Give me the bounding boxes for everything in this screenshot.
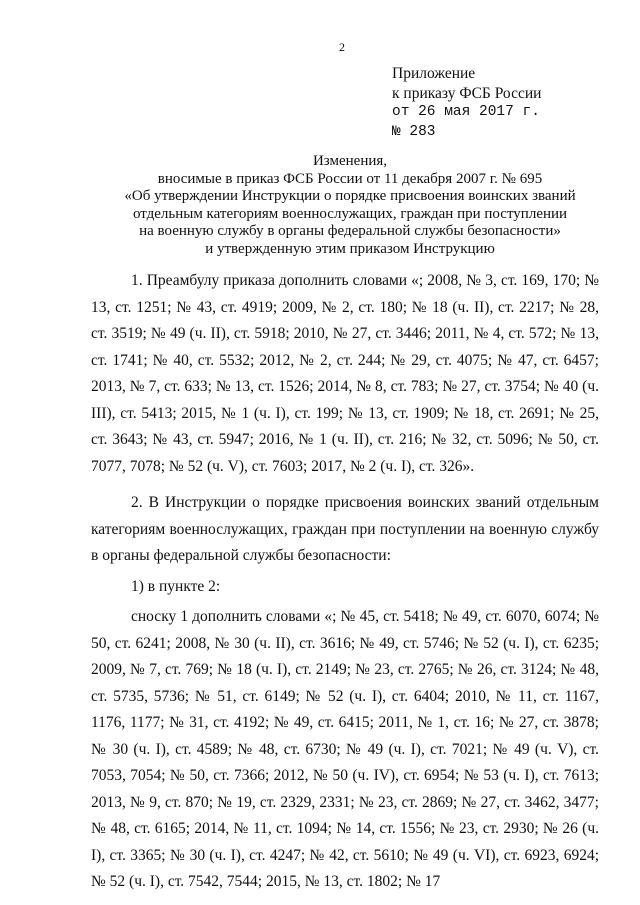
paragraph-4: сноску 1 дополнить словами «; № 45, ст. 5418; № 49, ст. 6070, 6074; № 50, ст. 6241; 2008, № 30 (ч. II), ст. 3616; № 49, ст. 5746; № 52 (ч. I), ст. 6235; 2009, № 7, ст. 769; № 18 (ч. I), ст. 2149; № 23, ст. 2765; № 26, ст. 3124; № 48, ст. 5735, 5736; № 51, ст. 6149; № 52 (ч. I), ст. 6404; 2010, № 11, ст. 1167, 1176, 1177; № 31, ст. 4192; № 49, ст. 6415; 2011, № 1, ст. 16; № 27, ст. 3878; № 30 (ч. I), ст. 4589; № 48, ст. 6730; № 49 (ч. I), ст. 7021; № 49 (ч. V), ст. 7053, 7054; № 50, ст. 7366; 2012, № 50 (ч. IV), ст. 6954; № 53 (ч. I), ст. 7613; 2013, № 9, ст. 870; № 19, ст. 2329, 2331; № 23, ст. 2869; № 27, ст. 3462, 3477; № 48, ст. 6165; 2014, № 11, ст. 1094; № 14, ст. 1556; № 23, ст. 2930; № 26 (ч. I), ст. 3365; № 30 (ч. I), ст. 4247; № 42, ст. 5610; № 49 (ч. VI), ст. 6923, 6924; № 52 (ч. I), ст. 7542, 7544; 2015, № 13, ст. 1802; № 17 [91, 608, 599, 890]
appendix-order-ref: к приказу ФСБ России [392, 84, 542, 102]
paragraph-3: 1) в пункте 2: [131, 577, 221, 595]
title-line-6: и утвержденную этим приказом Инструкцию [205, 240, 495, 257]
page-number: 2 [339, 40, 345, 54]
paragraph-2: 2. В Инструкции о порядке присвоения воинских званий отдельным категориям военнослужащих, граждан при поступлении на военную службу в органы федеральной службы безопасности: [91, 494, 599, 564]
document-body [91, 268, 599, 896]
title-line-2: вносимые в приказ ФСБ России от 11 декабря 2007 г. № 695 [157, 170, 543, 187]
document-title [80, 153, 620, 258]
paragraph-1: 1. Преамбулу приказа дополнить словами «; 2008, № 3, ст. 169, 170; № 13, ст. 1251; № 43, ст. 4919; 2009, № 2, ст. 180; № 18 (ч. II), ст. 2217; № 28, ст. 3519; № 49 (ч. II), ст. 5918; 2010, № 27, ст. 3446; 2011, № 4, ст. 572; № 13, ст. 1741; № 40, ст. 5532; 2012, № 2, ст. 244; № 29, ст. 4075; № 47, ст. 6457; 2013, № 7, ст. 633; № 13, ст. 1526; 2014, № 8, ст. 783; № 27, ст. 3754; № 40 (ч. III), ст. 5413; 2015, № 1 (ч. I), ст. 199; № 13, ст. 1909; № 18, ст. 2691; № 25, ст. 3643; № 43, ст. 5947; 2016, № 1 (ч. II), ст. 216; № 32, ст. 5096; № 50, ст. 7077, 7078; № 52 (ч. V), ст. 7603; 2017, № 2 (ч. I), ст. 326». [91, 272, 599, 475]
title-line-1: Изменения, [312, 153, 388, 169]
appendix-order-number: № 283 [392, 123, 436, 140]
title-line-5: на военную службу в органы федеральной службы безопасности» [139, 223, 561, 239]
appendix-block [392, 64, 541, 142]
title-line-3: «Об утверждении Инструкции о порядке присвоения воинских званий [124, 188, 576, 204]
appendix-label: Приложение [392, 65, 476, 82]
title-line-4: отдельным категориям военнослужащих, граждан при поступлении [132, 205, 568, 222]
appendix-order-date: от 26 мая 2017 г. [392, 104, 540, 120]
